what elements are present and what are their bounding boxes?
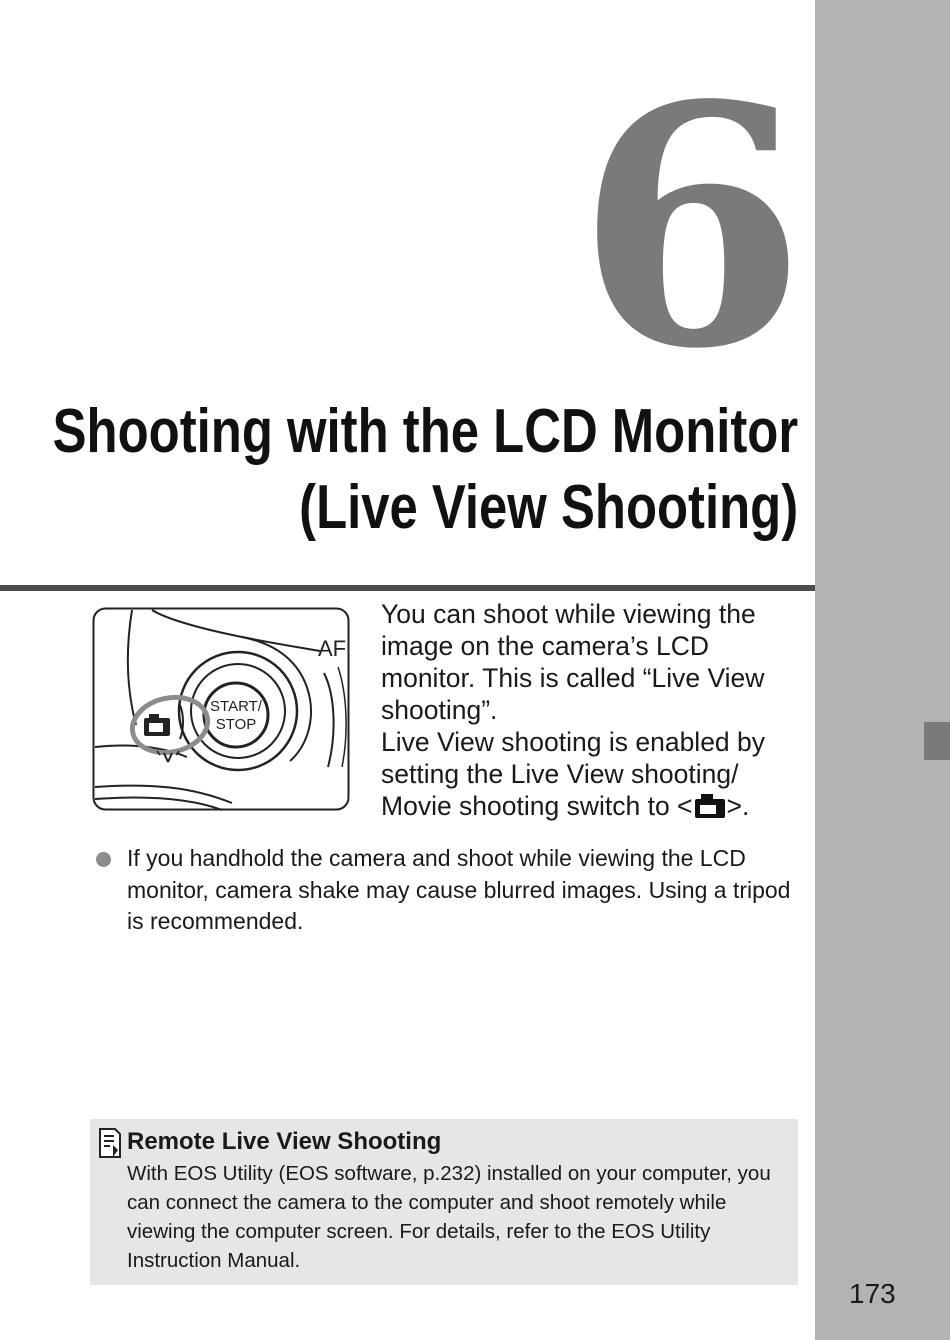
- chapter-number: 6: [576, 33, 800, 421]
- bullet-dot-icon: [96, 852, 111, 867]
- intro-paragraph-2-text: Live View shooting is enabled by setting the Live View shooting/ Movie shooting switch to <: [381, 727, 766, 821]
- camera-switch-drawing: [92, 607, 350, 811]
- list-item: [96, 843, 796, 938]
- af-label: AF: [318, 636, 347, 661]
- title-divider: [0, 585, 815, 591]
- page-number: 173: [849, 1278, 896, 1309]
- camera-switch-illustration: [92, 607, 350, 811]
- bullet-text: If you handhold the camera and shoot while viewing the LCD monitor, camera shake may cause blurred images. Using a tripod is recommended.: [127, 845, 791, 934]
- memo-note-icon: [98, 1127, 122, 1159]
- intro-text: [381, 598, 806, 822]
- intro-paragraph-1: You can shoot while viewing the image on the camera’s LCD monitor. This is called “Live View shooting”.: [381, 599, 765, 725]
- chapter-title: [52, 394, 798, 546]
- start-stop-label-2: STOP: [215, 716, 257, 733]
- note-body: With EOS Utility (EOS software, p.232) installed on your computer, you can connect the camera to the computer and shoot remotely while viewing the computer screen. For details, refer to the EOS Utility Instruction Manual.: [127, 1162, 771, 1272]
- note-title: Remote Live View Shooting: [127, 1128, 442, 1155]
- side-band: [815, 0, 950, 1340]
- note-box: [90, 1119, 798, 1285]
- chapter-title-line-1: Shooting with the LCD Monitor: [52, 397, 798, 466]
- chapter-tab-marker: [924, 722, 950, 760]
- start-stop-label-1: START/: [210, 698, 262, 715]
- caution-list: [96, 843, 796, 938]
- chapter-title-line-2: (Live View Shooting): [298, 473, 798, 542]
- intro-paragraph-2: [381, 726, 806, 822]
- camera-icon: [693, 793, 727, 819]
- intro-paragraph-2-end: >.: [726, 791, 750, 821]
